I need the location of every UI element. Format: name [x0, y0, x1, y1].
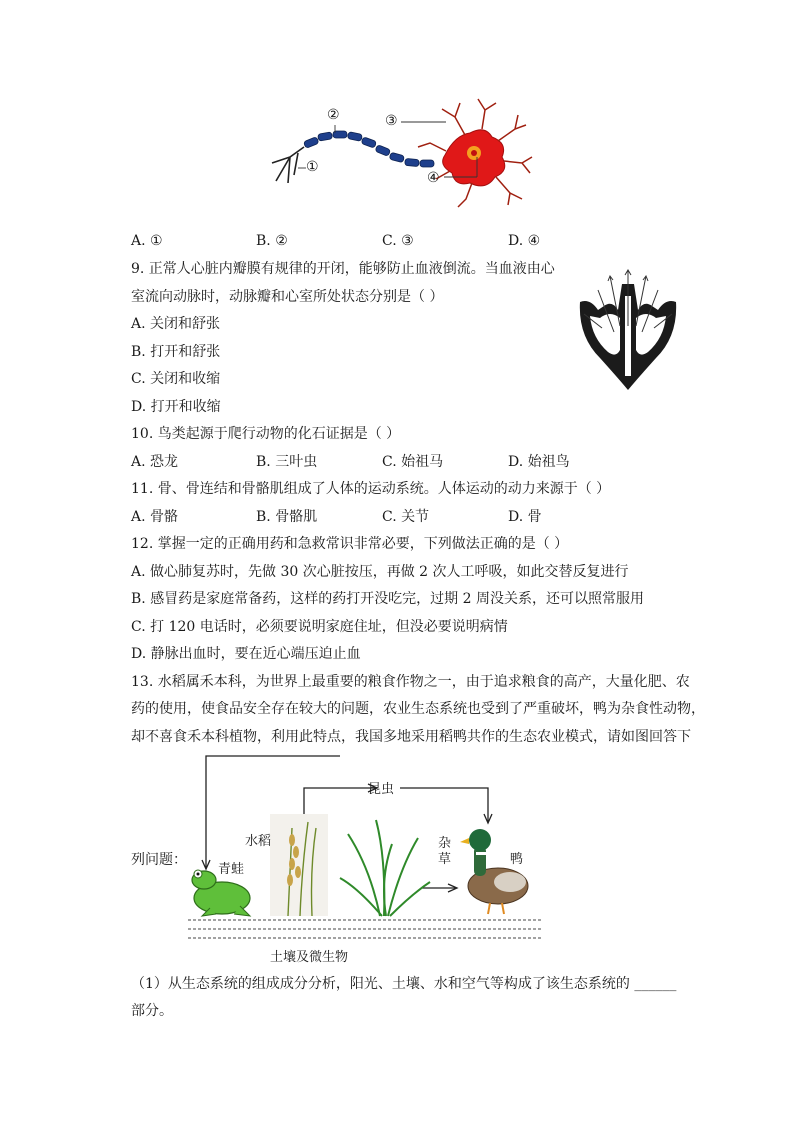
q11-stem: 11. 骨、骨连结和骨骼肌组成了人体的运动系统。人体运动的动力来源于（ ）	[131, 481, 611, 497]
label-4: ④	[427, 170, 440, 186]
q10-stem: 10. 鸟类起源于爬行动物的化石证据是（ ）	[131, 426, 401, 442]
label-1: ①	[306, 159, 319, 175]
q13-sub1-line2: 部分。	[131, 1003, 173, 1019]
q12-option-a: A. 做心肺复苏时，先做 30 次心脏按压，再做 2 次人工呼吸，如此交替反复进行	[131, 564, 629, 580]
q10-option-d: D. 始祖鸟	[508, 454, 570, 470]
q13-stem-line4: 列问题：	[131, 852, 187, 868]
q13-stem-line2: 药的使用，使食品安全存在较大的问题，农业生态系统也受到了严重破坏，鸭为杂食性动物，	[131, 701, 705, 717]
label-rice: 水稻	[245, 834, 272, 849]
q8-option-a: A. ①	[131, 233, 163, 249]
q12-option-c: C. 打 120 电话时，必须要说明家庭住址，但没必要说明病情	[131, 619, 508, 635]
q10-option-a: A. 恐龙	[131, 454, 179, 470]
heart-figure	[574, 266, 684, 392]
neuron-figure	[260, 95, 540, 210]
food-web-figure	[180, 748, 550, 973]
neuron-diagram	[260, 95, 540, 210]
q12-option-b: B. 感冒药是家庭常备药，这样的药打开没吃完，过期 2 周没关系，还可以照常服用	[131, 591, 644, 607]
q9-stem-line2: 室流向动脉时，动脉瓣和心室所处状态分别是（ ）	[131, 289, 444, 305]
label-weed-1: 杂	[438, 836, 452, 851]
q13-stem-line1: 13. 水稻属禾本科，为世界上最重要的粮食作物之一，由于追求粮食的高产，大量化肥、农	[131, 674, 690, 690]
q8-option-b: B. ②	[256, 233, 288, 249]
heart-valve-diagram	[574, 266, 684, 392]
label-weed-2: 草	[438, 852, 452, 867]
q10-option-c: C. 始祖马	[382, 454, 444, 470]
q9-option-a: A. 关闭和舒张	[131, 316, 221, 332]
q11-option-d: D. 骨	[508, 509, 542, 525]
q8-option-d: D. ④	[508, 233, 541, 249]
label-3: ③	[385, 113, 398, 129]
q11-option-a: A. 骨骼	[131, 509, 179, 525]
q10-option-b: B. 三叶虫	[256, 454, 318, 470]
q13-stem-line3: 却不喜食禾本科植物，利用此特点，我国多地采用稻鸭共作的生态农业模式，请如图回答下	[131, 729, 691, 745]
q11-option-b: B. 骨骼肌	[256, 509, 318, 525]
duck-illustration	[460, 829, 528, 914]
label-soil: 土壤及微生物	[270, 950, 349, 965]
q9-stem-line1: 9. 正常人心脏内瓣膜有规律的开闭，能够防止血液倒流。当血液由心	[131, 261, 555, 277]
q11-option-c: C. 关节	[382, 509, 430, 525]
q13-sub1-line1: （1）从生态系统的组成成分分析，阳光、土壤、水和空气等构成了该生态系统的 ______	[131, 976, 677, 992]
q9-option-b: B. 打开和舒张	[131, 344, 221, 360]
q12-stem: 12. 掌握一定的正确用药和急救常识非常必要，下列做法正确的是（ ）	[131, 536, 569, 552]
q12-option-d: D. 静脉出血时，要在近心端压迫止血	[131, 646, 361, 662]
q8-option-c: C. ③	[382, 233, 414, 249]
label-2: ②	[327, 107, 340, 123]
q9-option-c: C. 关闭和收缩	[131, 371, 221, 387]
label-insect: 昆虫	[368, 782, 395, 797]
label-duck: 鸭	[510, 852, 524, 867]
label-frog: 青蛙	[218, 862, 245, 877]
q9-option-d: D. 打开和收缩	[131, 399, 221, 415]
